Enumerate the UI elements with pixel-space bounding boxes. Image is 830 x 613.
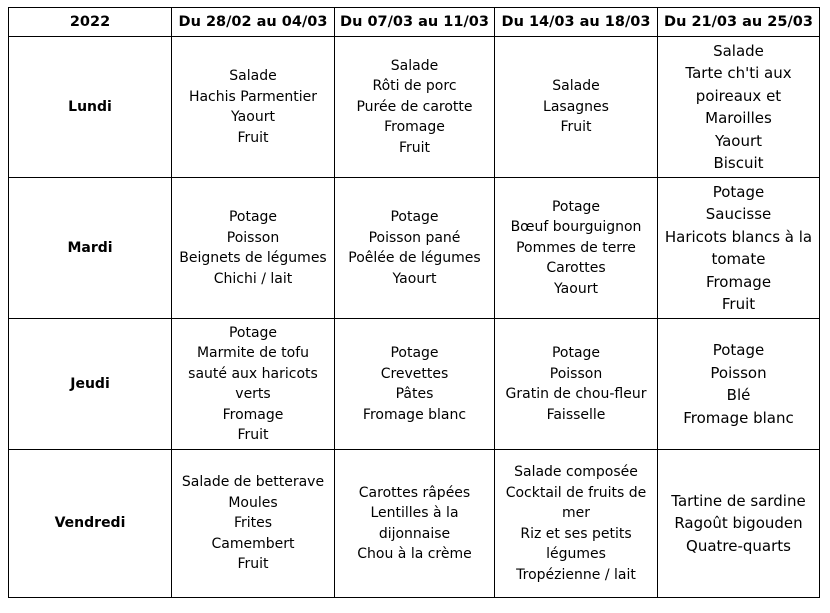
dish-item: Purée de carotte <box>356 98 473 115</box>
menu-cell <box>658 450 820 598</box>
dish-item: légumes <box>546 546 606 562</box>
dish-item: Marmite de tofu <box>196 345 310 361</box>
dish-item: Poisson <box>549 365 603 382</box>
dish-item: Cocktail de fruits de <box>505 484 647 501</box>
dish-item: Gratin de chou-fleur <box>505 386 647 402</box>
dish-item: Hachis Parmentier <box>188 88 318 105</box>
dish-item: Lasagnes <box>543 98 609 115</box>
dish-item: tomate <box>711 250 766 268</box>
dish-item: dijonnaise <box>378 525 451 542</box>
dish-item: Moules <box>228 494 278 511</box>
dish-item: Carottes râpées <box>358 484 471 501</box>
day-row-jeudi <box>9 319 820 450</box>
dish-item: Blé <box>726 386 751 404</box>
dish-item: Tartine de sardine <box>671 491 806 510</box>
dish-item: Carottes <box>546 260 606 277</box>
week-header-4: Du 21/03 au 25/03 <box>658 8 820 37</box>
dish-item: Fromage blanc <box>362 406 467 423</box>
menu-cell <box>172 319 335 450</box>
menu-cell <box>495 37 658 178</box>
dish-item: Beignets de légumes <box>179 250 327 266</box>
dish-item: Fromage <box>222 406 284 423</box>
menu-cell <box>495 450 658 598</box>
dish-item: Poisson pané <box>368 229 461 246</box>
dish-item: sauté aux haricots <box>188 365 318 382</box>
dish-item: Fruit <box>398 139 431 156</box>
dish-item: Yaourt <box>392 270 437 287</box>
header-row <box>9 8 820 37</box>
dish-item: Potage <box>390 209 439 225</box>
dish-item: Potage <box>228 209 278 225</box>
dish-item: Lentilles à la <box>370 505 459 521</box>
menu-cell <box>335 450 495 598</box>
dish-item: Fruit <box>237 129 269 146</box>
dish-item: Salade de betterave <box>181 474 325 491</box>
dish-item: Camembert <box>211 535 295 552</box>
dish-item: Rôti de porc <box>372 78 457 95</box>
dish-item: Quatre-quarts <box>686 536 791 555</box>
dish-item: Biscuit <box>713 154 764 172</box>
menu-cell <box>658 178 820 319</box>
dish-item: Bœuf bourguignon <box>510 219 642 236</box>
dish-item: Poêlée de légumes <box>348 250 481 266</box>
menu-cell <box>658 319 820 450</box>
dish-item: Chou à la crème <box>357 546 472 562</box>
day-label: Mardi <box>9 178 172 319</box>
day-row-vendredi <box>9 450 820 598</box>
dish-item: Yaourt <box>231 109 275 125</box>
menu-cell <box>495 178 658 319</box>
dish-item: Fromage <box>705 272 772 291</box>
dish-item: Salade <box>713 41 764 60</box>
dish-item: Pâtes <box>395 386 434 402</box>
dish-item: poireaux et <box>695 86 782 105</box>
week-header-1: Du 28/02 au 04/03 <box>172 8 335 37</box>
week-header-3: Du 14/03 au 18/03 <box>495 8 658 37</box>
dish-item: Poisson <box>226 229 280 246</box>
dish-item: Fromage blanc <box>683 408 794 427</box>
year-header: 2022 <box>9 8 172 37</box>
dish-item: Salade <box>229 68 277 84</box>
menu-cell <box>172 178 335 319</box>
dish-item: Potage <box>390 345 439 361</box>
dish-item: Poisson <box>710 363 767 382</box>
dish-item: Saucisse <box>705 205 772 223</box>
dish-item: Potage <box>228 324 278 341</box>
menu-cell <box>172 450 335 598</box>
dish-item: Pommes de terre <box>516 239 636 256</box>
menu-cell <box>172 37 335 178</box>
dish-item: Faisselle <box>546 406 606 423</box>
day-row-lundi <box>9 37 820 178</box>
dish-item: verts <box>235 386 271 402</box>
dish-item: Potage <box>551 345 601 361</box>
menu-cell <box>495 319 658 450</box>
dish-item: Crevettes <box>380 365 449 382</box>
day-row-mardi <box>9 178 820 319</box>
day-label: Jeudi <box>9 319 172 450</box>
dish-item: Fruit <box>560 119 592 136</box>
menu-cell <box>335 178 495 319</box>
dish-item: Haricots blancs à la <box>664 227 813 246</box>
dish-item: Fruit <box>237 556 269 573</box>
dish-item: Potage <box>551 198 601 215</box>
dish-item: Fromage <box>384 119 445 136</box>
menu-cell <box>335 37 495 178</box>
dish-item: Frites <box>233 515 273 532</box>
dish-item: Salade composée <box>514 464 638 480</box>
dish-item: Salade <box>552 78 600 95</box>
day-label: Lundi <box>9 37 172 178</box>
dish-item: mer <box>561 505 590 521</box>
dish-item: Tropézienne / lait <box>516 566 636 583</box>
dish-item: Salade <box>390 57 439 74</box>
week-header-2: Du 07/03 au 11/03 <box>335 8 495 37</box>
dish-item: Potage <box>712 182 765 201</box>
dish-item: Riz et ses petits <box>520 525 632 542</box>
menu-cell <box>335 319 495 450</box>
dish-item: Ragoût bigouden <box>674 514 803 533</box>
dish-item: Chichi / lait <box>213 270 293 287</box>
dish-item: Tarte ch'ti aux <box>685 64 792 82</box>
day-label: Vendredi <box>9 450 172 598</box>
menu-table <box>8 7 820 598</box>
dish-item: Maroilles <box>705 109 772 127</box>
dish-item: Fruit <box>237 427 269 443</box>
dish-item: Fruit <box>721 295 756 313</box>
dish-item: Potage <box>712 341 765 359</box>
menu-cell <box>658 37 820 178</box>
dish-item: Yaourt <box>714 131 763 150</box>
dish-item: Yaourt <box>554 280 598 297</box>
